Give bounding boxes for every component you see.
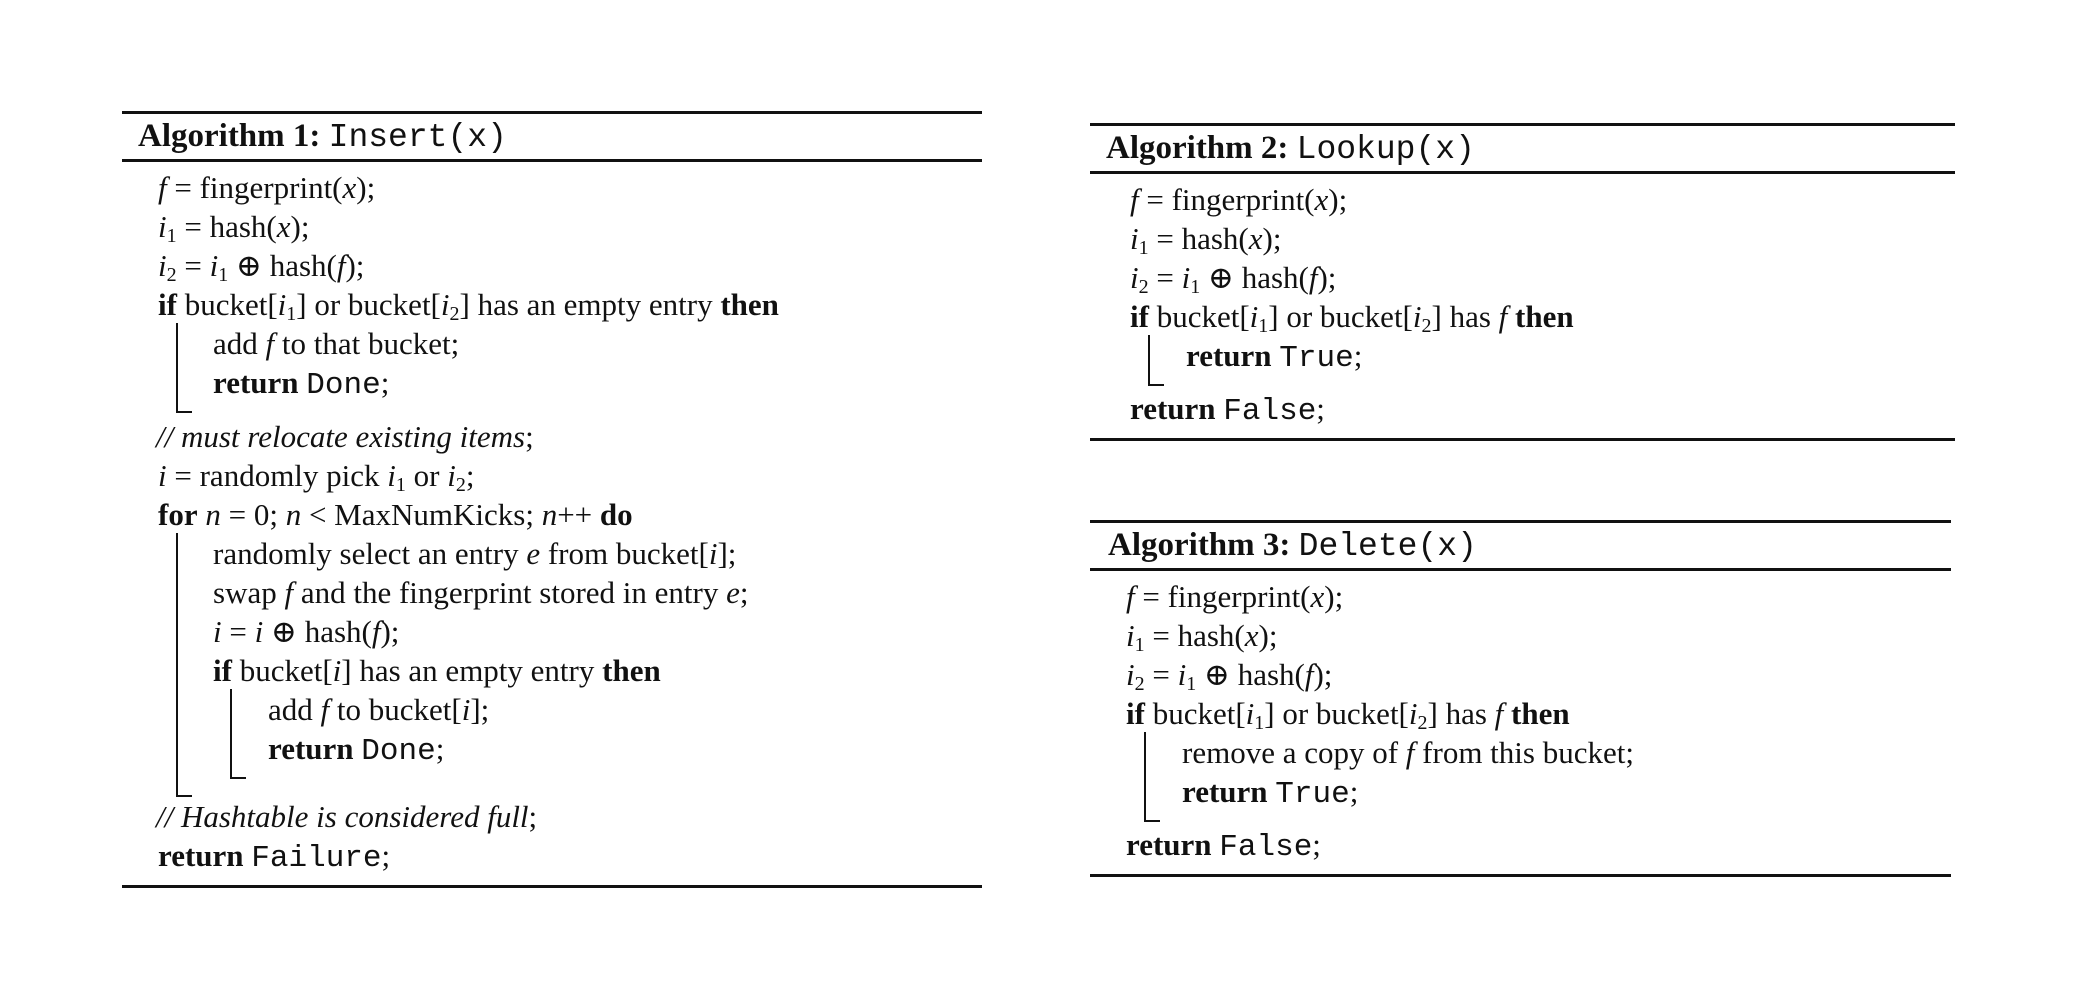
code-line: f = fingerprint(x); (158, 170, 376, 205)
code-line: $i_1$ = hash(x); (1130, 221, 1282, 259)
algorithm-name: Lookup(x) (1296, 131, 1475, 168)
code-line: for n = 0; n < MaxNumKicks; n++ do (158, 497, 633, 532)
block-bar (1148, 335, 1150, 386)
algorithm-label: Algorithm 2: (1106, 130, 1289, 166)
code-line: i = randomly pick $i_1$ or $i_2$; (158, 458, 475, 496)
algorithm-label: Algorithm 1: (138, 118, 321, 154)
algorithm-delete (1090, 520, 1951, 878)
bottom-rule (122, 885, 982, 888)
block-bar (176, 323, 178, 413)
title-rule (1090, 171, 1955, 174)
code-line: $i_2 = i_1$ ⊕ hash(f); (1126, 657, 1333, 695)
block-bar (176, 533, 178, 797)
code-line: add f to bucket[i]; (268, 692, 490, 727)
code-line: return Done; (268, 731, 445, 769)
title-rule (1090, 568, 1951, 571)
top-rule (1090, 123, 1955, 126)
code-line: add f to that bucket; (213, 326, 460, 361)
code-line: $i_2 = i_1$ ⊕ hash(f); (1130, 260, 1337, 298)
block-end (230, 777, 246, 779)
bottom-rule (1090, 874, 1951, 877)
top-rule (122, 111, 982, 114)
code-comment: // Hashtable is considered full; (156, 799, 538, 834)
code-line: if $bucket[i_1]$ or $bucket[i_2]$ has f then (1130, 299, 1574, 337)
algorithm-lookup (1090, 123, 1955, 442)
code-line: if $bucket[i_1]$ or $bucket[i_2]$ has an empty entry then (158, 287, 779, 325)
code-line: if bucket[i] has an empty entry then (213, 653, 661, 688)
code-line: f = fingerprint(x); (1130, 182, 1348, 217)
block-bar (1144, 732, 1146, 822)
code-line: if $bucket[i_1]$ or $bucket[i_2]$ has f then (1126, 696, 1570, 734)
code-line: return True; (1182, 774, 1359, 812)
code-line: return False; (1130, 391, 1325, 429)
block-end (1144, 820, 1160, 822)
algorithm-insert (122, 111, 982, 888)
algorithm-label: Algorithm 3: (1108, 527, 1291, 563)
title-rule (122, 159, 982, 162)
algorithm-title (138, 116, 507, 158)
code-line: return False; (1126, 827, 1321, 865)
code-line: $i_1$ = hash(x); (158, 209, 310, 247)
code-line: return Done; (213, 365, 390, 403)
code-comment: // must relocate existing items; (156, 419, 534, 454)
top-rule (1090, 520, 1951, 523)
code-line: randomly select an entry e from bucket[i]; (213, 536, 737, 571)
code-line: swap f and the fingerprint stored in entry e; (213, 575, 749, 610)
block-bar (230, 689, 232, 779)
code-line: f = fingerprint(x); (1126, 579, 1344, 614)
code-line: i = i ⊕ hash(f); (213, 614, 400, 649)
algorithm-name: Insert(x) (328, 119, 507, 156)
block-end (1148, 384, 1164, 386)
algorithm-title (1106, 128, 1475, 170)
code-line: $i_1$ = hash(x); (1126, 618, 1278, 656)
bottom-rule (1090, 438, 1955, 441)
code-line: remove a copy of f from this bucket; (1182, 735, 1634, 770)
block-end (176, 795, 192, 797)
code-line: $i_2 = i_1$ ⊕ hash(f); (158, 248, 365, 286)
block-end (176, 411, 192, 413)
algorithm-name: Delete(x) (1298, 528, 1477, 565)
algorithm-title (1108, 525, 1477, 567)
code-line: return Failure; (158, 838, 391, 876)
code-line: return True; (1186, 338, 1363, 376)
